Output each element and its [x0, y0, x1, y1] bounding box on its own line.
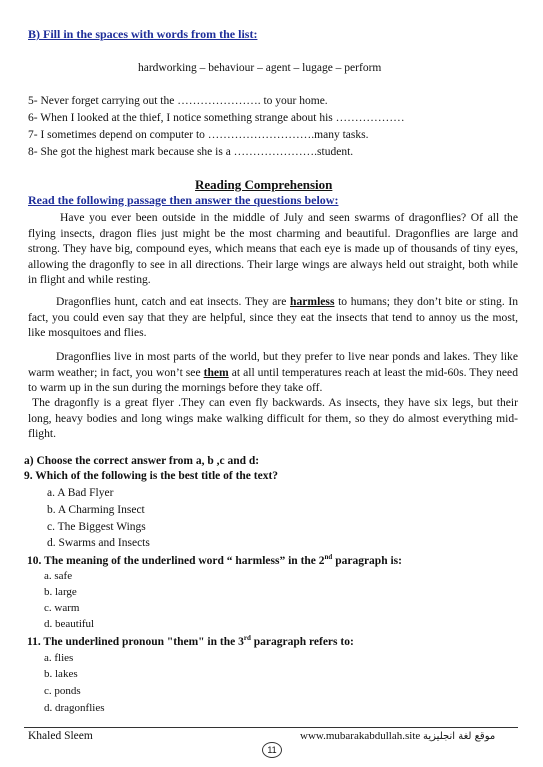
q10-option-c: c. warm — [44, 602, 80, 614]
q11-option-a: a. flies — [44, 652, 74, 664]
q9-option-b: b. A Charming Insect — [47, 504, 145, 516]
question-10-text-a: 10. The meaning of the underlined word “ harmless” in the 2 — [27, 554, 325, 567]
q11-option-d: d. dragonflies — [44, 702, 105, 714]
fill-item-6: 6- When I looked at the thief, I notice something strange about his ……………… — [28, 112, 405, 124]
q9-option-a: a. A Bad Flyer — [47, 487, 114, 499]
question-9: 9. Which of the following is the best title of the text? — [24, 470, 279, 482]
question-10-text-b: paragraph is: — [332, 554, 402, 567]
q9-option-c: c. The Biggest Wings — [47, 521, 146, 533]
paragraph-2-text-before: Dragonflies hunt, catch and eat insects. They are — [56, 295, 291, 308]
q10-option-d: d. beautiful — [44, 618, 95, 630]
paragraph-1-text: Have you ever been outside in the middle of July and seen swarms of dragonflies? Of all the flying insects, dragon flies just might be the most charming and beautiful. Dragonflies are large and strong. They have big, compound eyes, which means that each eye is made up of thousands of tiny eyes, allowing the dragonfly to see in all directions. Their large wings are always held out straight, both while in flight and while resting. — [28, 211, 518, 286]
q11-option-c: c. ponds — [44, 685, 81, 697]
reading-title: Reading Comprehension — [195, 177, 333, 192]
question-11-text-b: paragraph refers to: — [250, 635, 354, 648]
paragraph-2 — [28, 294, 518, 341]
paragraph-2-text-after: to humans; they don’t bite or sting. In fact, you could even say that they are helpful, since they eat the insects that tend to annoy us the most, like mosquitoes and flies. — [28, 295, 518, 339]
underlined-word-harmless: harmless — [290, 295, 335, 308]
footer-site-arabic: موقع لغة انجليزية — [423, 731, 496, 742]
word-list: hardworking – behaviour – agent – lugage – perform — [138, 62, 382, 74]
question-11-sup: rd — [243, 634, 251, 642]
fill-item-5: 5- Never forget carrying out the …………………. to your home. — [28, 95, 328, 107]
footer-site-url: www.mubarakabdullah.site — [300, 730, 421, 742]
paragraph-1 — [28, 210, 518, 288]
q11-option-b: b. lakes — [44, 668, 78, 680]
page-number: 11 — [262, 742, 282, 758]
question-11 — [27, 634, 354, 648]
question-11-text-a: 11. The underlined pronoun "them" in the 3 — [27, 635, 244, 648]
paragraph-4-text: The dragonfly is a great flyer .They can even fly backwards. As insects, they have six legs, but their long, heavy bodies and long wings make walking difficult for them, so they do almost everything mid-flight. — [28, 396, 518, 440]
q10-option-b: b. large — [44, 586, 77, 598]
q10-option-a: a. safe — [44, 570, 73, 582]
fill-item-8: 8- She got the highest mark because she is a ………………….student. — [28, 146, 354, 158]
fill-item-7: 7- I sometimes depend on computer to ……………………….many tasks. — [28, 129, 369, 141]
questions-heading: a) Choose the correct answer from a, b ,c and d: — [24, 455, 260, 467]
paragraph-3 — [28, 349, 518, 396]
footer-divider — [24, 727, 518, 728]
paragraph-3-text-before: Dragonflies live in most parts of the world, but they prefer to live near ponds and lakes. They like warm weather; in fact, you won’t see — [28, 350, 518, 379]
paragraph-3-text-after: at all until temperatures reach at least the mid-60s. They need to warm up in the sun during the mornings before they take off. — [28, 365, 518, 394]
underlined-word-them: them — [203, 365, 229, 379]
paragraph-4 — [28, 395, 518, 442]
question-10 — [27, 553, 402, 567]
footer-site — [300, 730, 495, 742]
reading-instruction: Read the following passage then answer the questions below: — [28, 193, 339, 207]
section-b-heading: B) Fill in the spaces with words from the list: — [28, 27, 258, 41]
question-10-sup: nd — [324, 553, 333, 561]
footer-author: Khaled Sleem — [28, 730, 93, 742]
q9-option-d: d. Swarms and Insects — [47, 537, 150, 549]
